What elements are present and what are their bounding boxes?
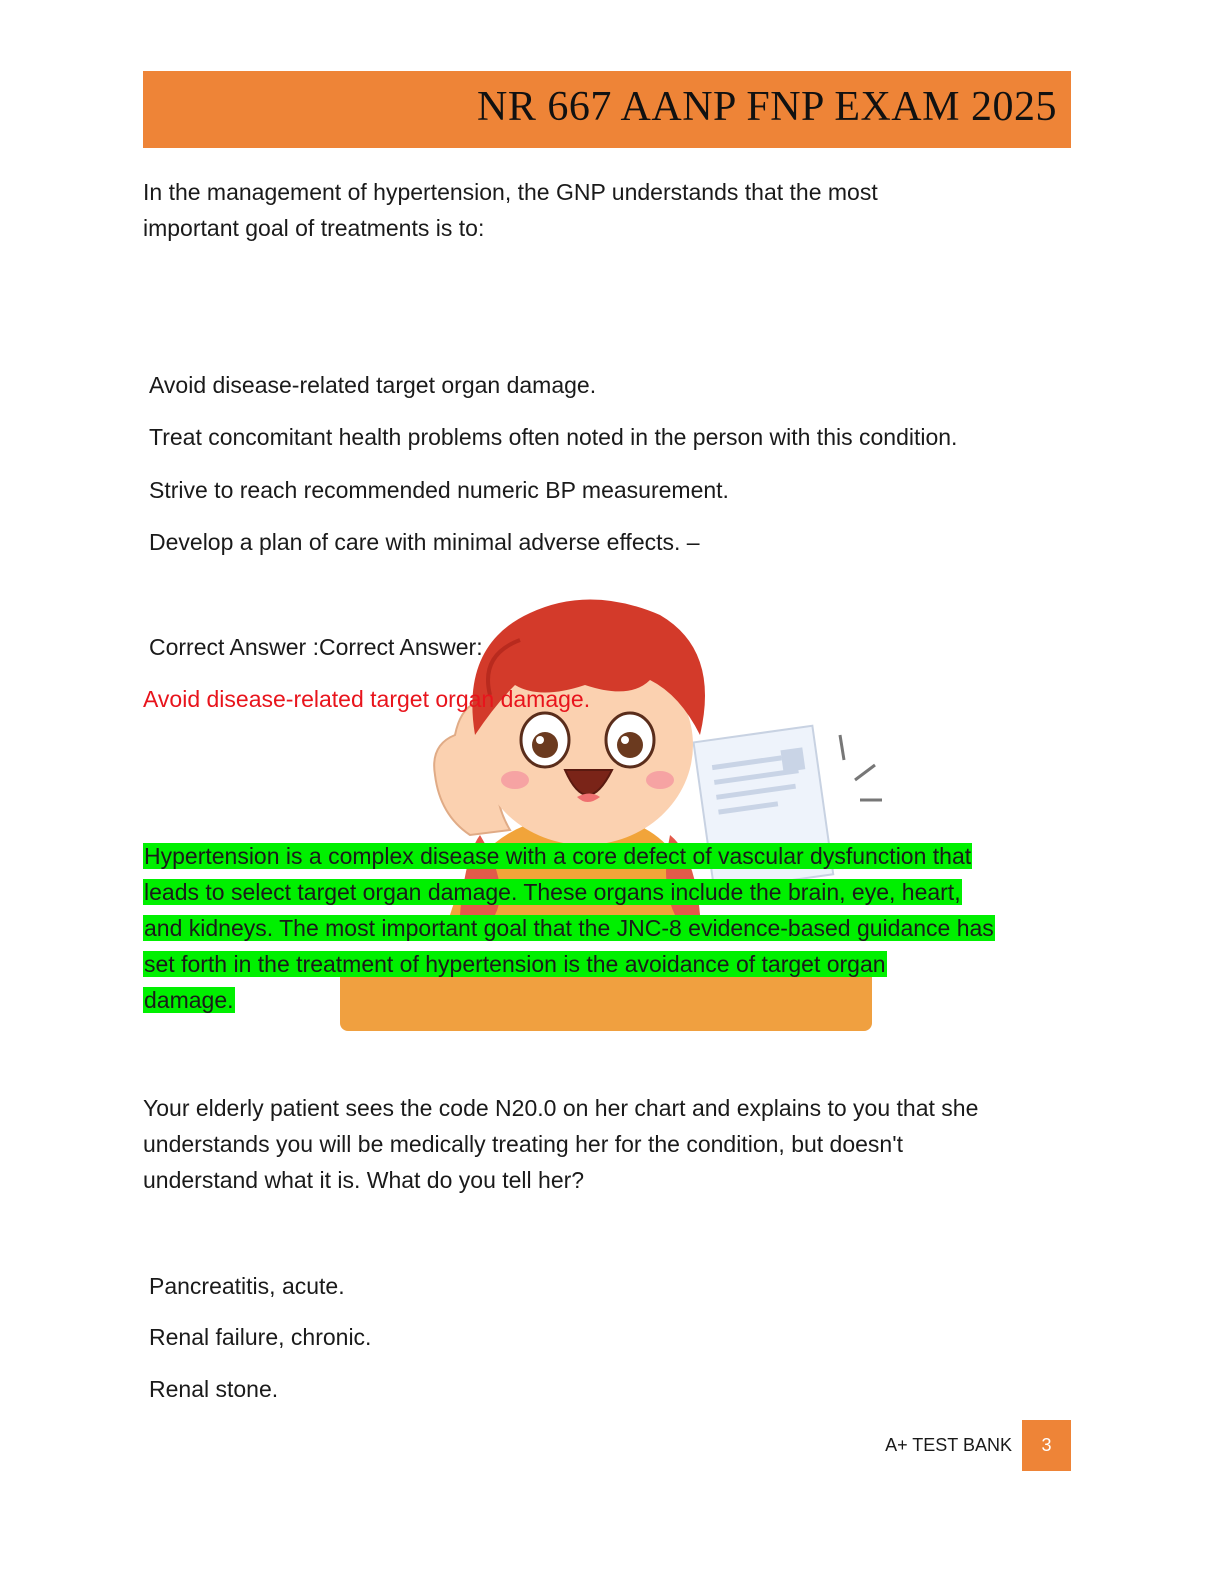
page-number: 3: [1022, 1420, 1071, 1471]
rationale-line: Hypertension is a complex disease with a core defect of vascular dysfunction that: [144, 843, 972, 869]
correct-answer-label: Correct Answer :Correct Answer:: [149, 634, 483, 660]
question-2-option: Pancreatitis, acute.: [149, 1273, 345, 1299]
question-2-stem-line: Your elderly patient sees the code N20.0 on her chart and explains to you that she: [143, 1095, 979, 1121]
question-1-option: Strive to reach recommended numeric BP measurement.: [149, 477, 729, 503]
question-1-option: Treat concomitant health problems often noted in the person with this condition.: [149, 424, 958, 450]
header-bar: [143, 71, 1071, 148]
rationale-line: leads to select target organ damage. These organs include the brain, eye, heart,: [144, 879, 961, 905]
question-2-stem-line: understands you will be medically treating her for the condition, but doesn't: [143, 1131, 903, 1157]
footer-label: A+ TEST BANK: [885, 1435, 1012, 1455]
rationale-line: damage.: [144, 987, 234, 1013]
question-1-stem-line-1: In the management of hypertension, the GNP understands that the most: [143, 179, 878, 205]
correct-answer-text: Avoid disease-related target organ damage.: [143, 686, 591, 712]
question-2-option: Renal failure, chronic.: [149, 1324, 372, 1350]
rationale-line: and kidneys. The most important goal that the JNC-8 evidence-based guidance has: [144, 915, 994, 941]
rationale-line: set forth in the treatment of hypertension is the avoidance of target organ: [144, 951, 886, 977]
rationale-highlight: [143, 838, 1073, 1018]
question-2-stem-line: understand what it is. What do you tell her?: [143, 1167, 585, 1193]
question-1-stem-line-2: important goal of treatments is to:: [143, 215, 485, 241]
question-2-option: Renal stone.: [149, 1376, 279, 1402]
question-1-option: Develop a plan of care with minimal adverse effects. –: [149, 529, 700, 555]
document-title: NR 667 AANP FNP EXAM 2025: [477, 84, 1057, 130]
question-1-option: Avoid disease-related target organ damage.: [149, 372, 597, 398]
